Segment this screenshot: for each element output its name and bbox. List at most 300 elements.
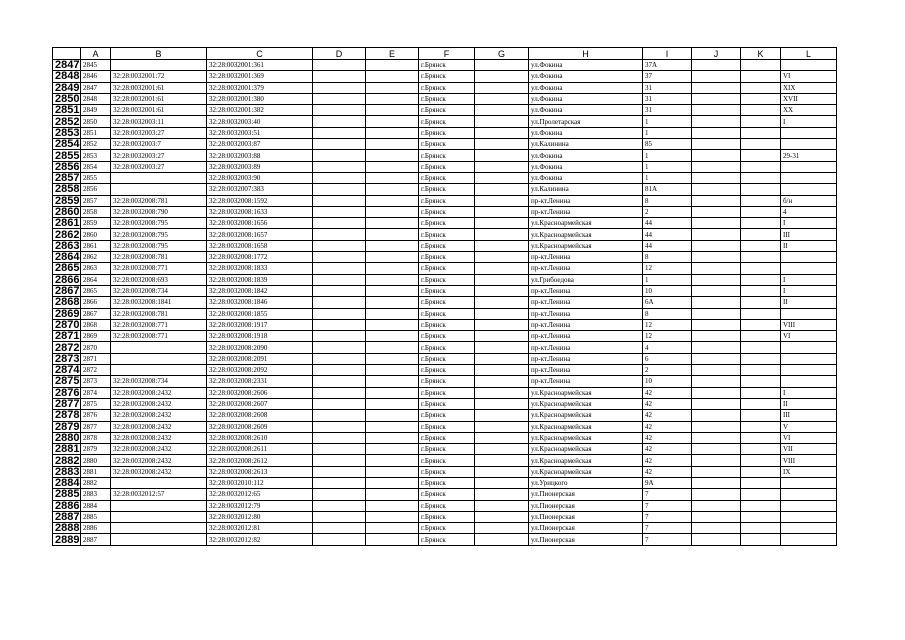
cell-c[interactable]: 32:28:0032008:2092: [207, 365, 313, 376]
cell-b[interactable]: 32:28:0032008:781: [111, 252, 207, 263]
cell-b[interactable]: [111, 500, 207, 511]
cell-e[interactable]: [366, 274, 419, 285]
cell-a[interactable]: 2867: [81, 308, 111, 319]
cell-b[interactable]: 32:28:0032008:693: [111, 274, 207, 285]
cell-b[interactable]: 32:28:0032008:734: [111, 376, 207, 387]
row-number[interactable]: 2860: [53, 206, 81, 217]
cell-l[interactable]: VI: [781, 71, 837, 82]
cell-c[interactable]: 32:28:0032008:1658: [207, 240, 313, 251]
row-number[interactable]: 2873: [53, 353, 81, 364]
cell-j[interactable]: [692, 252, 741, 263]
cell-a[interactable]: 2877: [81, 421, 111, 432]
cell-h[interactable]: пр-кт.Ленина: [529, 297, 643, 308]
cell-h[interactable]: ул.Красноармейская: [529, 240, 643, 251]
cell-d[interactable]: [313, 444, 366, 455]
cell-c[interactable]: 32:28:0032001:380: [207, 93, 313, 104]
cell-l[interactable]: I: [781, 285, 837, 296]
cell-g[interactable]: [475, 376, 529, 387]
cell-k[interactable]: [741, 477, 781, 488]
cell-c[interactable]: 32:28:0032008:2090: [207, 342, 313, 353]
cell-h[interactable]: пр-кт.Ленина: [529, 342, 643, 353]
cell-k[interactable]: [741, 421, 781, 432]
cell-b[interactable]: [111, 184, 207, 195]
cell-l[interactable]: [781, 500, 837, 511]
cell-a[interactable]: 2854: [81, 161, 111, 172]
cell-c[interactable]: 32:28:0032008:1833: [207, 263, 313, 274]
cell-c[interactable]: 32:28:0032008:1592: [207, 195, 313, 206]
cell-k[interactable]: [741, 455, 781, 466]
cell-e[interactable]: [366, 240, 419, 251]
row-number[interactable]: 2861: [53, 218, 81, 229]
cell-j[interactable]: [692, 285, 741, 296]
cell-l[interactable]: [781, 534, 837, 545]
cell-d[interactable]: [313, 139, 366, 150]
cell-c[interactable]: 32:28:0032008:1656: [207, 218, 313, 229]
cell-e[interactable]: [366, 331, 419, 342]
cell-b[interactable]: [111, 60, 207, 71]
cell-j[interactable]: [692, 263, 741, 274]
cell-g[interactable]: [475, 161, 529, 172]
cell-c[interactable]: 32:28:0032001:369: [207, 71, 313, 82]
cell-d[interactable]: [313, 308, 366, 319]
cell-a[interactable]: 2846: [81, 71, 111, 82]
cell-c[interactable]: 32:28:0032003:51: [207, 127, 313, 138]
cell-c[interactable]: 32:28:0032007:383: [207, 184, 313, 195]
cell-e[interactable]: [366, 60, 419, 71]
cell-i[interactable]: 2: [643, 365, 692, 376]
cell-e[interactable]: [366, 477, 419, 488]
cell-b[interactable]: 32:28:0032008:2432: [111, 455, 207, 466]
cell-g[interactable]: [475, 511, 529, 522]
cell-b[interactable]: 32:28:0032001:61: [111, 82, 207, 93]
cell-l[interactable]: XIX: [781, 82, 837, 93]
row-number[interactable]: 2865: [53, 263, 81, 274]
column-header-g[interactable]: G: [475, 48, 529, 60]
cell-d[interactable]: [313, 387, 366, 398]
cell-h[interactable]: ул.Фокина: [529, 93, 643, 104]
cell-i[interactable]: 10: [643, 376, 692, 387]
cell-e[interactable]: [366, 387, 419, 398]
cell-l[interactable]: [781, 489, 837, 500]
cell-c[interactable]: 32:28:0032012:82: [207, 534, 313, 545]
row-number[interactable]: 2857: [53, 172, 81, 183]
cell-k[interactable]: [741, 93, 781, 104]
cell-e[interactable]: [366, 263, 419, 274]
cell-k[interactable]: [741, 511, 781, 522]
cell-c[interactable]: 32:28:0032008:2610: [207, 432, 313, 443]
cell-l[interactable]: [781, 342, 837, 353]
cell-j[interactable]: [692, 523, 741, 534]
row-number[interactable]: 2851: [53, 105, 81, 116]
row-number[interactable]: 2879: [53, 421, 81, 432]
column-header-c[interactable]: C: [207, 48, 313, 60]
cell-h[interactable]: ул.Красноармейская: [529, 398, 643, 409]
cell-f[interactable]: г.Брянск: [419, 274, 475, 285]
row-number[interactable]: 2876: [53, 387, 81, 398]
cell-h[interactable]: ул.Красноармейская: [529, 455, 643, 466]
cell-g[interactable]: [475, 105, 529, 116]
cell-j[interactable]: [692, 218, 741, 229]
row-number[interactable]: 2859: [53, 195, 81, 206]
cell-f[interactable]: г.Брянск: [419, 387, 475, 398]
cell-f[interactable]: г.Брянск: [419, 263, 475, 274]
cell-i[interactable]: 31: [643, 82, 692, 93]
cell-l[interactable]: VIII: [781, 319, 837, 330]
cell-h[interactable]: ул.Урицкого: [529, 477, 643, 488]
cell-k[interactable]: [741, 172, 781, 183]
cell-g[interactable]: [475, 82, 529, 93]
cell-e[interactable]: [366, 172, 419, 183]
row-number[interactable]: 2853: [53, 127, 81, 138]
cell-d[interactable]: [313, 432, 366, 443]
cell-b[interactable]: 32:28:0032008:2432: [111, 410, 207, 421]
cell-d[interactable]: [313, 127, 366, 138]
cell-g[interactable]: [475, 285, 529, 296]
cell-j[interactable]: [692, 184, 741, 195]
cell-e[interactable]: [366, 285, 419, 296]
cell-g[interactable]: [475, 342, 529, 353]
cell-b[interactable]: 32:28:0032001:61: [111, 105, 207, 116]
cell-l[interactable]: VI: [781, 432, 837, 443]
cell-h[interactable]: ул.Пионерская: [529, 500, 643, 511]
cell-h[interactable]: пр-кт.Ленина: [529, 308, 643, 319]
cell-l[interactable]: I: [781, 387, 837, 398]
cell-l[interactable]: I: [781, 274, 837, 285]
cell-e[interactable]: [366, 511, 419, 522]
cell-h[interactable]: пр-кт.Ленина: [529, 376, 643, 387]
cell-f[interactable]: г.Брянск: [419, 71, 475, 82]
cell-e[interactable]: [366, 71, 419, 82]
cell-l[interactable]: [781, 184, 837, 195]
cell-f[interactable]: г.Брянск: [419, 229, 475, 240]
cell-k[interactable]: [741, 376, 781, 387]
cell-l[interactable]: [781, 477, 837, 488]
column-header-f[interactable]: F: [419, 48, 475, 60]
cell-f[interactable]: г.Брянск: [419, 297, 475, 308]
cell-j[interactable]: [692, 195, 741, 206]
cell-a[interactable]: 2874: [81, 387, 111, 398]
column-header-a[interactable]: A: [81, 48, 111, 60]
cell-h[interactable]: ул.Фокина: [529, 82, 643, 93]
cell-k[interactable]: [741, 523, 781, 534]
cell-i[interactable]: 10: [643, 285, 692, 296]
cell-g[interactable]: [475, 218, 529, 229]
row-number[interactable]: 2881: [53, 444, 81, 455]
cell-c[interactable]: 32:28:0032003:89: [207, 161, 313, 172]
cell-f[interactable]: г.Брянск: [419, 376, 475, 387]
column-header-k[interactable]: K: [741, 48, 781, 60]
cell-g[interactable]: [475, 184, 529, 195]
cell-d[interactable]: [313, 150, 366, 161]
cell-d[interactable]: [313, 93, 366, 104]
cell-d[interactable]: [313, 274, 366, 285]
cell-d[interactable]: [313, 297, 366, 308]
cell-a[interactable]: 2851: [81, 127, 111, 138]
cell-e[interactable]: [366, 466, 419, 477]
cell-g[interactable]: [475, 466, 529, 477]
cell-a[interactable]: 2845: [81, 60, 111, 71]
cell-b[interactable]: 32:28:0032001:61: [111, 93, 207, 104]
cell-j[interactable]: [692, 71, 741, 82]
cell-h[interactable]: пр-кт.Ленина: [529, 263, 643, 274]
cell-d[interactable]: [313, 240, 366, 251]
cell-k[interactable]: [741, 127, 781, 138]
cell-i[interactable]: 2: [643, 206, 692, 217]
cell-i[interactable]: 37: [643, 71, 692, 82]
cell-k[interactable]: [741, 116, 781, 127]
cell-j[interactable]: [692, 489, 741, 500]
cell-d[interactable]: [313, 376, 366, 387]
cell-g[interactable]: [475, 172, 529, 183]
cell-g[interactable]: [475, 93, 529, 104]
row-number[interactable]: 2854: [53, 139, 81, 150]
cell-d[interactable]: [313, 105, 366, 116]
cell-k[interactable]: [741, 105, 781, 116]
row-number[interactable]: 2855: [53, 150, 81, 161]
cell-a[interactable]: 2882: [81, 477, 111, 488]
row-number[interactable]: 2880: [53, 432, 81, 443]
cell-k[interactable]: [741, 218, 781, 229]
cell-c[interactable]: 32:28:0032008:2612: [207, 455, 313, 466]
cell-j[interactable]: [692, 444, 741, 455]
cell-d[interactable]: [313, 184, 366, 195]
cell-g[interactable]: [475, 308, 529, 319]
cell-d[interactable]: [313, 218, 366, 229]
cell-h[interactable]: пр-кт.Ленина: [529, 285, 643, 296]
cell-c[interactable]: 32:28:0032003:87: [207, 139, 313, 150]
cell-f[interactable]: г.Брянск: [419, 477, 475, 488]
row-number[interactable]: 2886: [53, 500, 81, 511]
cell-i[interactable]: 7: [643, 500, 692, 511]
cell-g[interactable]: [475, 71, 529, 82]
cell-f[interactable]: г.Брянск: [419, 523, 475, 534]
cell-h[interactable]: ул.Красноармейская: [529, 432, 643, 443]
cell-j[interactable]: [692, 82, 741, 93]
cell-h[interactable]: ул.Калинина: [529, 139, 643, 150]
cell-a[interactable]: 2879: [81, 444, 111, 455]
column-header-e[interactable]: E: [366, 48, 419, 60]
cell-c[interactable]: 32:28:0032001:361: [207, 60, 313, 71]
cell-d[interactable]: [313, 365, 366, 376]
cell-k[interactable]: [741, 161, 781, 172]
cell-h[interactable]: ул.Пролетарская: [529, 116, 643, 127]
cell-k[interactable]: [741, 229, 781, 240]
cell-j[interactable]: [692, 500, 741, 511]
cell-l[interactable]: 29-31: [781, 150, 837, 161]
cell-i[interactable]: 44: [643, 229, 692, 240]
cell-c[interactable]: 32:28:0032008:2331: [207, 376, 313, 387]
cell-h[interactable]: ул.Красноармейская: [529, 421, 643, 432]
cell-k[interactable]: [741, 331, 781, 342]
cell-i[interactable]: 12: [643, 263, 692, 274]
cell-a[interactable]: 2872: [81, 365, 111, 376]
cell-l[interactable]: V: [781, 421, 837, 432]
cell-j[interactable]: [692, 150, 741, 161]
cell-d[interactable]: [313, 82, 366, 93]
cell-a[interactable]: 2857: [81, 195, 111, 206]
cell-l[interactable]: III: [781, 229, 837, 240]
cell-b[interactable]: 32:28:0032001:72: [111, 71, 207, 82]
cell-l[interactable]: б/н: [781, 195, 837, 206]
cell-l[interactable]: [781, 172, 837, 183]
cell-d[interactable]: [313, 511, 366, 522]
cell-f[interactable]: г.Брянск: [419, 184, 475, 195]
cell-g[interactable]: [475, 410, 529, 421]
cell-g[interactable]: [475, 387, 529, 398]
cell-b[interactable]: [111, 477, 207, 488]
cell-l[interactable]: I: [781, 218, 837, 229]
cell-f[interactable]: г.Брянск: [419, 308, 475, 319]
cell-l[interactable]: VII: [781, 444, 837, 455]
cell-i[interactable]: 9А: [643, 477, 692, 488]
cell-d[interactable]: [313, 410, 366, 421]
cell-k[interactable]: [741, 82, 781, 93]
cell-j[interactable]: [692, 342, 741, 353]
cell-f[interactable]: г.Брянск: [419, 534, 475, 545]
cell-b[interactable]: 32:28:0032008:2432: [111, 421, 207, 432]
cell-e[interactable]: [366, 376, 419, 387]
cell-d[interactable]: [313, 489, 366, 500]
column-header-j[interactable]: J: [692, 48, 741, 60]
cell-f[interactable]: г.Брянск: [419, 218, 475, 229]
cell-a[interactable]: 2878: [81, 432, 111, 443]
cell-c[interactable]: 32:28:0032008:1855: [207, 308, 313, 319]
cell-g[interactable]: [475, 534, 529, 545]
cell-d[interactable]: [313, 252, 366, 263]
cell-b[interactable]: 32:28:0032008:771: [111, 319, 207, 330]
cell-h[interactable]: ул.Красноармейская: [529, 387, 643, 398]
cell-j[interactable]: [692, 410, 741, 421]
cell-e[interactable]: [366, 353, 419, 364]
cell-l[interactable]: [781, 353, 837, 364]
cell-a[interactable]: 2873: [81, 376, 111, 387]
cell-i[interactable]: 7: [643, 511, 692, 522]
cell-d[interactable]: [313, 398, 366, 409]
cell-k[interactable]: [741, 285, 781, 296]
cell-d[interactable]: [313, 353, 366, 364]
row-number[interactable]: 2870: [53, 319, 81, 330]
cell-k[interactable]: [741, 387, 781, 398]
row-number[interactable]: 2849: [53, 82, 81, 93]
cell-c[interactable]: 32:28:0032008:1633: [207, 206, 313, 217]
cell-b[interactable]: 32:28:0032008:771: [111, 331, 207, 342]
cell-j[interactable]: [692, 206, 741, 217]
cell-d[interactable]: [313, 421, 366, 432]
cell-j[interactable]: [692, 319, 741, 330]
cell-d[interactable]: [313, 319, 366, 330]
cell-j[interactable]: [692, 511, 741, 522]
row-number[interactable]: 2888: [53, 523, 81, 534]
cell-c[interactable]: 32:28:0032012:81: [207, 523, 313, 534]
cell-l[interactable]: [781, 308, 837, 319]
cell-i[interactable]: 4: [643, 342, 692, 353]
cell-e[interactable]: [366, 93, 419, 104]
cell-h[interactable]: пр-кт.Ленина: [529, 365, 643, 376]
cell-d[interactable]: [313, 466, 366, 477]
cell-c[interactable]: 32:28:0032008:1839: [207, 274, 313, 285]
cell-i[interactable]: 1: [643, 172, 692, 183]
cell-j[interactable]: [692, 466, 741, 477]
cell-k[interactable]: [741, 489, 781, 500]
cell-e[interactable]: [366, 139, 419, 150]
cell-a[interactable]: 2881: [81, 466, 111, 477]
cell-e[interactable]: [366, 127, 419, 138]
cell-f[interactable]: г.Брянск: [419, 489, 475, 500]
cell-e[interactable]: [366, 184, 419, 195]
cell-g[interactable]: [475, 252, 529, 263]
cell-e[interactable]: [366, 421, 419, 432]
cell-b[interactable]: [111, 534, 207, 545]
cell-a[interactable]: 2884: [81, 500, 111, 511]
cell-f[interactable]: г.Брянск: [419, 82, 475, 93]
cell-a[interactable]: 2870: [81, 342, 111, 353]
cell-b[interactable]: 32:28:0032008:2432: [111, 466, 207, 477]
row-number[interactable]: 2884: [53, 477, 81, 488]
cell-i[interactable]: 8: [643, 252, 692, 263]
cell-f[interactable]: г.Брянск: [419, 206, 475, 217]
cell-c[interactable]: 32:28:0032010:112: [207, 477, 313, 488]
cell-a[interactable]: 2862: [81, 252, 111, 263]
row-number[interactable]: 2871: [53, 331, 81, 342]
cell-j[interactable]: [692, 116, 741, 127]
cell-f[interactable]: г.Брянск: [419, 511, 475, 522]
cell-b[interactable]: 32:28:0032012:57: [111, 489, 207, 500]
cell-d[interactable]: [313, 161, 366, 172]
cell-k[interactable]: [741, 252, 781, 263]
cell-k[interactable]: [741, 410, 781, 421]
row-number[interactable]: 2862: [53, 229, 81, 240]
cell-a[interactable]: 2865: [81, 285, 111, 296]
cell-b[interactable]: 32:28:0032008:1841: [111, 297, 207, 308]
cell-a[interactable]: 2864: [81, 274, 111, 285]
cell-f[interactable]: г.Брянск: [419, 60, 475, 71]
cell-b[interactable]: 32:28:0032003:27: [111, 127, 207, 138]
cell-b[interactable]: [111, 365, 207, 376]
cell-l[interactable]: XVII: [781, 93, 837, 104]
cell-f[interactable]: г.Брянск: [419, 466, 475, 477]
cell-k[interactable]: [741, 184, 781, 195]
cell-e[interactable]: [366, 161, 419, 172]
cell-j[interactable]: [692, 274, 741, 285]
cell-a[interactable]: 2863: [81, 263, 111, 274]
cell-l[interactable]: II: [781, 240, 837, 251]
cell-a[interactable]: 2876: [81, 410, 111, 421]
cell-a[interactable]: 2853: [81, 150, 111, 161]
cell-c[interactable]: 32:28:0032008:2611: [207, 444, 313, 455]
cell-a[interactable]: 2866: [81, 297, 111, 308]
cell-g[interactable]: [475, 274, 529, 285]
cell-f[interactable]: г.Брянск: [419, 421, 475, 432]
row-number[interactable]: 2863: [53, 240, 81, 251]
cell-b[interactable]: 32:28:0032003:7: [111, 139, 207, 150]
cell-b[interactable]: 32:28:0032008:2432: [111, 398, 207, 409]
cell-k[interactable]: [741, 342, 781, 353]
cell-c[interactable]: 32:28:0032008:2609: [207, 421, 313, 432]
cell-j[interactable]: [692, 297, 741, 308]
cell-a[interactable]: 2885: [81, 511, 111, 522]
cell-a[interactable]: 2856: [81, 184, 111, 195]
cell-c[interactable]: 32:28:0032001:382: [207, 105, 313, 116]
cell-a[interactable]: 2887: [81, 534, 111, 545]
cell-e[interactable]: [366, 398, 419, 409]
cell-h[interactable]: ул.Грибоедова: [529, 274, 643, 285]
cell-e[interactable]: [366, 229, 419, 240]
cell-l[interactable]: VIII: [781, 455, 837, 466]
cell-i[interactable]: 1: [643, 116, 692, 127]
row-number[interactable]: 2877: [53, 398, 81, 409]
column-header-h[interactable]: H: [529, 48, 643, 60]
row-number[interactable]: 2852: [53, 116, 81, 127]
